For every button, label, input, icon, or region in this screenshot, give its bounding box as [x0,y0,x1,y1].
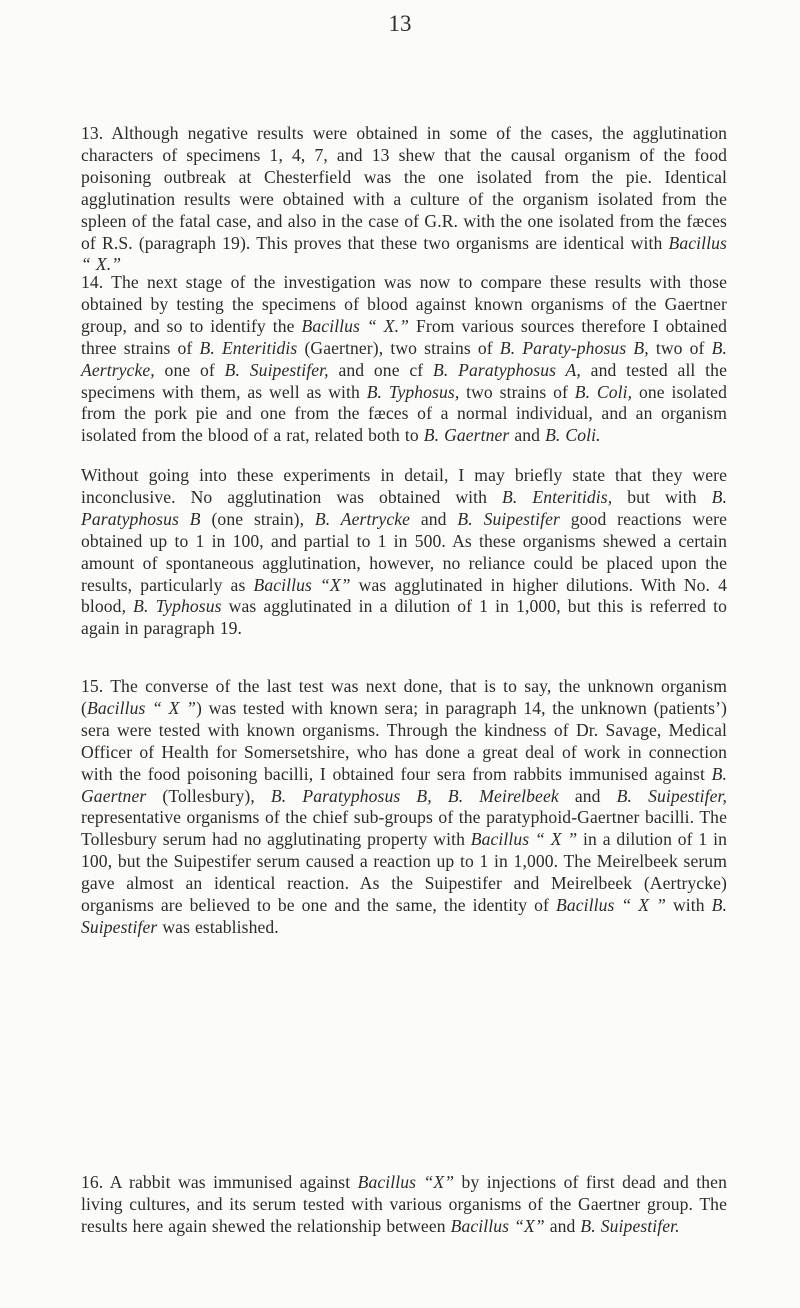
italic-term: Bacillus “ X ” [470,829,578,850]
italic-term: B. Coli, [574,381,633,402]
italic-term: B. Suipestifer [81,895,727,937]
italic-term: B. Enteritidis, [502,486,613,507]
italic-term: B. Paratyphosus A, [433,359,581,380]
text-run: ) was tested with known sera; in paragraph 14, the unknown (patients’) sera were tested with known organisms. Through the kindness of Dr. Savage, Medical Officer of Health for Somersetshire, who has done a great deal of work in connection with the food poisoning bacilli, I obtained four sera from rabbits immunised against [81,697,727,784]
text-run: From various sources therefore I obtained three strains of [81,315,727,358]
text-run: in a dilution of 1 in 100, but the Suipestifer serum caused a reaction up to 1 in 1,000. The Meirelbeek serum gave almost an identical reaction. As the Suipestifer and Meirelbeek (Aertrycke) organisms are believed to be one and the same, the identity of [81,829,727,916]
italic-term: B. Suipestifer, [616,785,727,806]
text-run: by injections of first dead and then living cultures, and its serum tested with various organisms of the Gaertner group. The results here again shewed the relationship between [81,1172,727,1236]
text-run: and one cf [328,359,434,380]
text-run: was established. [157,916,279,937]
text-run: and [410,508,458,529]
paragraph-15 [81,676,727,939]
text-run: 15. The converse of the last test was next done, that is to say, the unknown organism ( [81,676,727,718]
text-run: good reactions were obtained up to 1 in 100, and partial to 1 in 500. As these organisms shewed a certain amount of spontaneous agglutination, however, no reliance could be placed upon the results, particularly as [81,508,727,595]
italic-term: B. Typhosus [133,596,222,617]
text-run: and tested all the specimens with them, as well as with [81,359,727,402]
text-run: and [558,785,617,806]
italic-term: B. Enteritidis [199,337,298,358]
italic-term: B. Suipestifer, [224,359,329,380]
text-run: was agglutinated in a dilution of 1 in 1,000, but this is referred to again in paragraph 19. [81,596,728,639]
italic-term: Bacillus “X” [357,1172,455,1192]
italic-term: Bacillus “ X.” [81,232,727,275]
text-run: 14. The next stage of the investigation was now to compare these results with those obtained by testing the specimens of blood against known organisms of the Gaertner group, and so to identify the [81,272,727,336]
italic-term: Bacillus “X” [253,574,351,595]
text-run: representative organisms of the chief sub-groups of the paratyphoid-Gaertner bacilli. The Tollesbury serum had no agglutinating property with [81,807,727,850]
italic-term: Bacillus “ X.” [301,315,410,336]
text-run: with [665,895,712,916]
italic-term: Bacillus “X” [450,1215,545,1236]
italic-term: B. Suipestifer. [580,1215,680,1236]
italic-term: B. Aertrycke [314,508,411,529]
italic-term: B. Suipestifer [457,508,560,529]
italic-term: B. Paratyphosus B [81,486,727,529]
text-run: 13. Although negative results were obtained in some of the cases, the agglutination characters of specimens 1, 4, 7, and 13 shew that the causal organism of the food poisoning outbreak at Chesterfield was the one isolated from the pie. Identical agglutination results were obtained with a culture of the organism isolated from the spleen of the fatal case, and also in the case of G.R. with the one isolated from the fæces of R.S. (paragraph 19). This proves that these two organisms are identical with [81,123,727,253]
text-run: and [544,1215,581,1236]
text-run: and [509,425,546,446]
italic-term: B. Paratyphosus B, B. Meirelbeek [270,785,559,806]
text-run: (one strain), [200,508,315,529]
paragraph-14-continued [81,465,727,640]
text-run: but with [612,486,712,507]
text-run: (Tollesbury), [146,785,271,806]
paragraph-13 [81,123,727,276]
italic-term: B. Typhosus, [366,381,460,402]
text-run: one of [154,359,225,380]
text-run: (Gaertner), two strains of [297,337,500,358]
italic-term: B. Gaertner [423,425,510,446]
paragraph-14 [81,272,727,447]
italic-term: B. Aertrycke, [81,337,727,380]
page-number: 13 [388,11,412,36]
italic-term: Bacillus “ X ” [86,697,196,718]
italic-term: Bacillus “ X ” [555,895,666,916]
italic-term: B. Paraty-phosus B, [499,337,649,358]
italic-term: B. Gaertner [81,763,727,806]
text-run: Without going into these experiments in detail, I may briefly state that they were inconclusive. No agglutination was obtained with [81,465,727,507]
paragraph-16 [81,1172,727,1238]
italic-term: B. Coli. [545,425,601,446]
text-run: was agglutinated in higher dilutions. With No. 4 blood, [81,574,727,617]
text-run: two strains of [459,381,575,402]
text-run: 16. A rabbit was immunised against [81,1172,358,1192]
text-run: two of [648,337,712,358]
text-run: one isolated from the pork pie and one from the fæces of a normal individual, and an organism isolated from the blood of a rat, related both to [81,381,727,446]
